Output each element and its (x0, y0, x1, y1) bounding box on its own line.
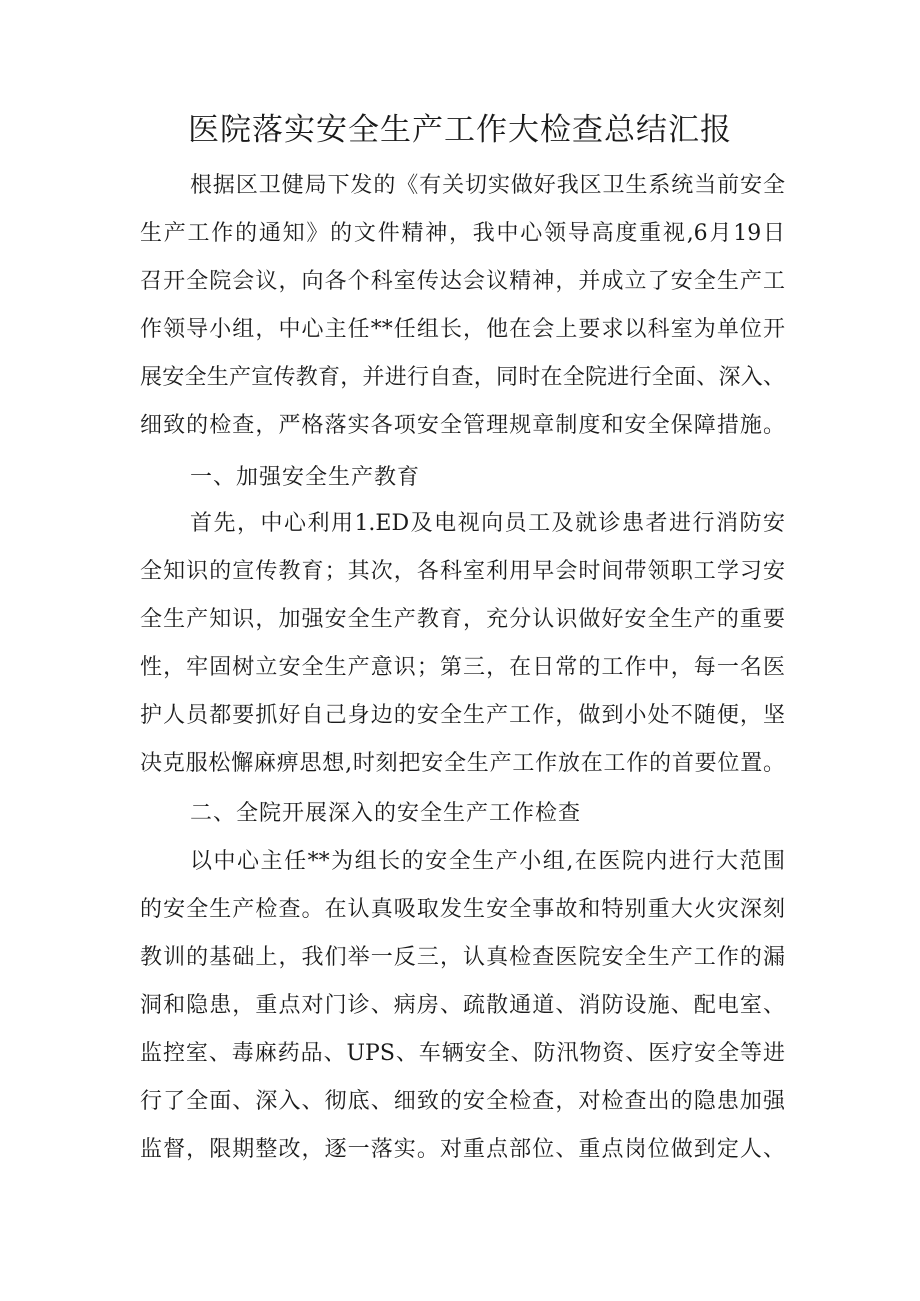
section-heading-1: 一、加强安全生产教育 (190, 465, 421, 490)
paragraph-1-line-6: 细致的检查，严格落实各项安全管理规章制度和安全保障措施。 (140, 413, 785, 438)
paragraph-1-line-1: 根据区卫健局下发的《有关切实做好我区卫生系统当前安全 (190, 173, 785, 198)
document-title: 医院落实安全生产工作大检查总结汇报 (188, 112, 732, 148)
paragraph-3-line-2: 的安全生产检查。在认真吸取发生安全事故和特别重大火灾深刻 (140, 897, 785, 922)
paragraph-3-line-4: 洞和隐患，重点对门诊、病房、疏散通道、消防设施、配电室、 (140, 993, 785, 1018)
paragraph-1-line-5: 展安全生产宣传教育，并进行自查，同时在全院进行全面、深入、 (140, 365, 785, 390)
paragraph-3-line-6: 行了全面、深入、彻底、细致的安全检查，对检查出的隐患加强 (140, 1089, 785, 1114)
paragraph-2-line-1: 首先，中心利用1.ED及电视向员工及就诊患者进行消防安 (190, 511, 785, 536)
section-heading-2: 二、全院开展深入的安全生产工作检查 (190, 801, 582, 826)
paragraph-2-line-2: 全知识的宣传教育；其次，各科室利用早会时间带领职工学习安 (140, 559, 785, 584)
paragraph-2-line-4: 性，牢固树立安全生产意识；第三，在日常的工作中，每一名医 (140, 655, 785, 680)
paragraph-2-line-5: 护人员都要抓好自己身边的安全生产工作，做到小处不随便，坚 (140, 703, 785, 728)
paragraph-2-line-6: 决克服松懈麻痹思想,时刻把安全生产工作放在工作的首要位置。 (140, 751, 785, 776)
paragraph-1-line-3: 召开全院会议，向各个科室传达会议精神，并成立了安全生产工 (140, 269, 785, 294)
paragraph-1-line-4: 作领导小组，中心主任**任组长，他在会上要求以科室为单位开 (140, 317, 785, 342)
paragraph-3-line-7: 监督，限期整改，逐一落实。对重点部位、重点岗位做到定人、 (140, 1137, 785, 1162)
paragraph-2-line-3: 全生产知识，加强安全生产教育，充分认识做好安全生产的重要 (140, 607, 785, 632)
paragraph-1-line-2: 生产工作的通知》的文件精神，我中心领导高度重视,6月19日 (140, 221, 785, 246)
paragraph-3-line-3: 教训的基础上，我们举一反三，认真检查医院安全生产工作的漏 (140, 945, 785, 970)
paragraph-3-line-1: 以中心主任**为组长的安全生产小组,在医院内进行大范围 (190, 849, 785, 874)
paragraph-3-line-5: 监控室、毒麻药品、UPS、车辆安全、防汛物资、医疗安全等进 (140, 1041, 785, 1066)
